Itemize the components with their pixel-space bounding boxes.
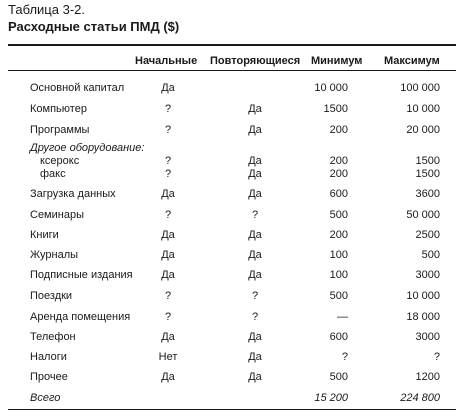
row-initial: ? [164,311,172,323]
row-name: Книги [30,229,59,241]
row-initial: Да [161,249,175,261]
row-max: 1200 [415,371,440,383]
row-min: 500 [329,290,348,302]
row-min: — [337,311,348,323]
row-name: Компьютер [30,103,87,115]
row-max: 100 000 [400,82,440,94]
row-min: 500 [329,209,348,221]
row-max: 50 000 [406,209,440,221]
row-initial: ? [164,155,172,167]
row-initial: Да [161,229,175,241]
row-recurring: Да [248,229,262,241]
row-max: 3000 [415,331,440,343]
row-min: 200 [329,168,348,180]
row-name: Аренда помещения [30,311,131,323]
row-name: Прочее [30,371,68,383]
bottom-rule [8,409,456,410]
row-recurring: Да [248,331,262,343]
row-max: 20 000 [406,124,440,136]
row-recurring: Да [248,269,262,281]
header-rule [8,70,456,71]
row-recurring: ? [251,290,259,302]
row-name: Загрузка данных [30,188,116,200]
row-name: Журналы [30,249,79,261]
row-name: Телефон [30,331,76,343]
row-initial: ? [164,103,172,115]
row-min: 200 [329,124,348,136]
table-caption: Таблица 3-2. [8,2,85,17]
total-label: Всего [30,392,61,404]
row-recurring: Да [248,249,262,261]
top-rule [8,44,456,46]
row-recurring: ? [251,209,259,221]
row-max: 10 000 [406,103,440,115]
row-min: 200 [329,229,348,241]
header-initial: Начальные [135,55,198,67]
row-max: 3600 [415,188,440,200]
row-recurring: Да [248,351,262,363]
row-initial: ? [164,124,172,136]
row-initial: Нет [158,351,178,363]
row-name: Подписные издания [30,269,133,281]
row-name: факс [40,168,66,180]
row-min: 600 [329,331,348,343]
row-recurring [240,82,270,95]
row-recurring: Да [248,103,262,115]
row-max: 1500 [415,168,440,180]
row-name: Программы [30,124,90,136]
row-name: Семинары [30,209,84,221]
row-recurring: Да [248,155,262,167]
row-min: ? [341,351,348,363]
row-initial: Да [161,371,175,383]
row-initial: ? [164,209,172,221]
row-max: ? [433,351,440,363]
row-max: 2500 [415,229,440,241]
row-max: 1500 [415,155,440,167]
row-name: Поездки [30,290,73,302]
row-name: Основной капитал [30,82,125,94]
row-initial: ? [164,168,172,180]
row-max: 500 [421,249,440,261]
row-min: 10 000 [314,82,348,94]
row-recurring: Да [248,188,262,200]
row-initial: Да [161,269,175,281]
row-initial: ? [164,290,172,302]
row-recurring: Да [248,168,262,180]
total-max: 224 800 [400,392,440,404]
row-recurring: ? [251,311,259,323]
row-initial: Да [161,188,175,200]
header-max: Максимум [384,55,440,67]
row-min: 600 [329,188,348,200]
row-max: 3000 [415,269,440,281]
row-min: 1500 [323,103,348,115]
row-recurring: Да [248,124,262,136]
row-initial: Да [161,331,175,343]
row-initial: Да [161,82,175,94]
row-name: Налоги [30,351,67,363]
row-group-name: Другое оборудование: [30,142,145,154]
table-title: Расходные статьи ПМД ($) [8,19,180,34]
total-min: 15 200 [314,392,348,404]
row-max: 18 000 [406,311,440,323]
header-min: Минимум [311,55,363,67]
row-min: 100 [329,269,348,281]
header-recurring: Повторяющиеся [210,55,301,67]
row-min: 100 [329,249,348,261]
row-name: ксерокс [40,155,80,167]
row-max: 10 000 [406,290,440,302]
row-recurring: Да [248,371,262,383]
row-min: 200 [329,155,348,167]
row-min: 500 [329,371,348,383]
